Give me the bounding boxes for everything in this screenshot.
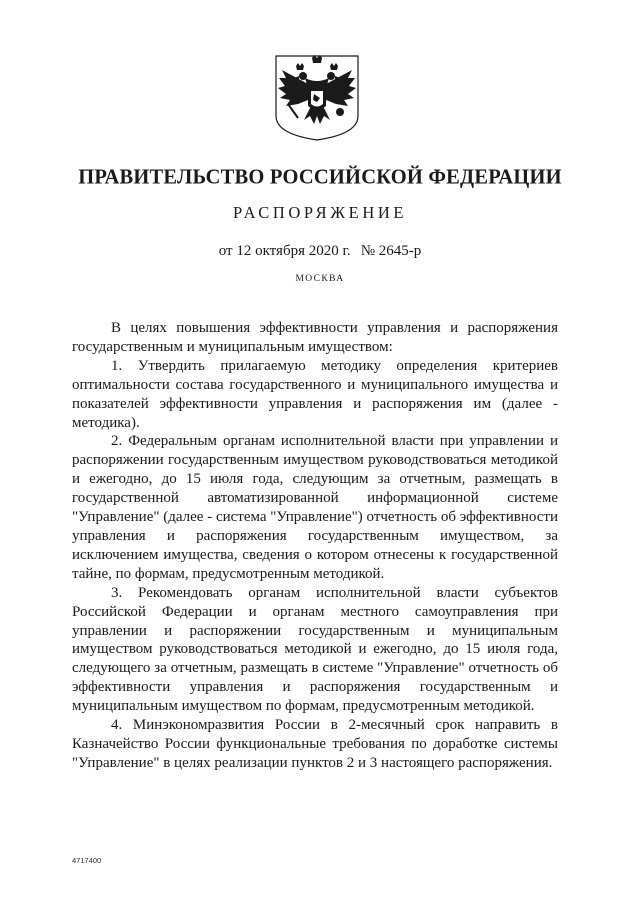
document-number: № 2645-р [360,243,422,259]
document-date: от 12 октября 2020 г. [218,243,351,259]
body-paragraph-intro: В целях повышения эффективности управления и распоряжения государственным и муниципальным имуществом: [72,320,558,355]
document-type: РАСПОРЯЖЕНИЕ [232,203,408,222]
government-title: ПРАВИТЕЛЬСТВО РОССИЙСКОЙ ФЕДЕРАЦИИ [78,165,562,189]
body-paragraph-4: 4. Минэкономразвития России в 2-месячный срок направить в Казначейство России функциональные требования по доработке системы "Управление" в целях реализации пунктов 2 и 3 настоящего распоряжения. [72,717,558,771]
body-paragraph-2: 2. Федеральным органам исполнительной власти при управлении и распоряжении государственным имуществом руководствоваться методикой и ежегодно, до 15 июля года, следующим за отчетным, размещать в государственной автоматизированной информационной системе "Управление" (далее - система "Управление") отчетность об эффективности управления и распоряжения государственным имуществом, за исключением имущества, сведения о котором отнесены к государственной тайне, по формам, предусмотренным методикой. [72,433,558,582]
document-city: МОСКВА [295,274,345,284]
body-paragraph-1: 1. Утвердить прилагаемую методику определения критериев оптимальности состава государственного и муниципального имущества и показателей эффективности управления и распоряжения им (далее - методика). [72,357,558,431]
document-meta [0,243,640,260]
russian-coat-of-arms-icon [274,54,360,142]
body-paragraph-3: 3. Рекомендовать органам исполнительной власти субъектов Российской Федерации и органам местного самоуправления при управлении и распоряжении государственным и муниципальным имуществом руководствоваться методикой и ежегодно, до 15 июля года, следующего за отчетным, размещать в системе "Управление" отчетность об эффективности управления и распоряжения государственным и муниципальным имуществом по формам, предусмотренным методикой. [72,584,558,715]
footer-code: 4717400 [72,856,102,865]
document-body [72,319,558,773]
